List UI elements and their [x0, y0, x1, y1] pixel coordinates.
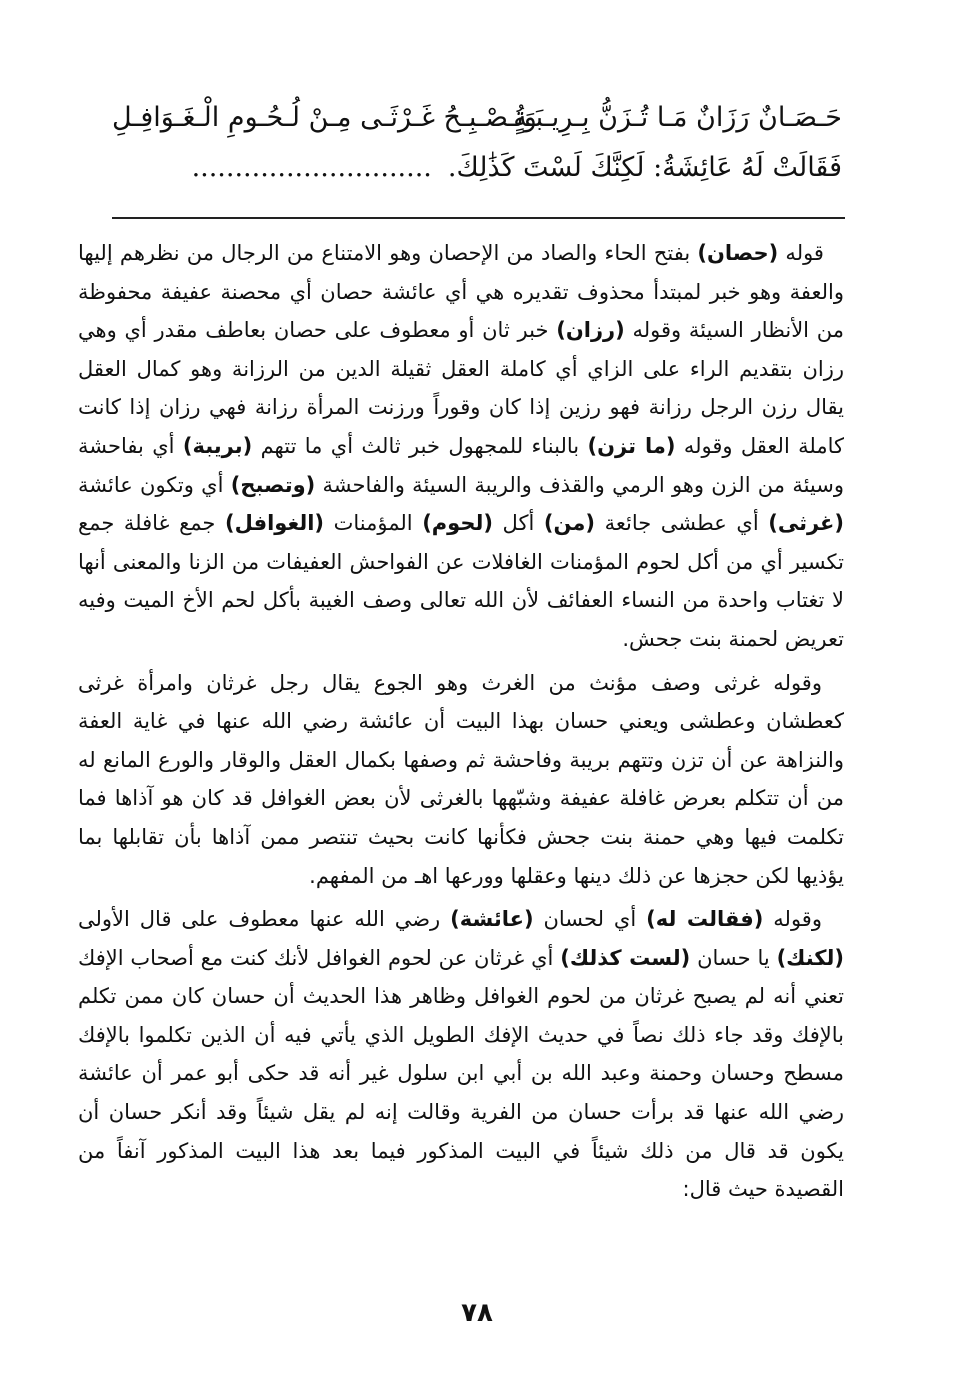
paragraph-text-run: أكل [492, 511, 544, 536]
bold-term: (حصان) [697, 241, 779, 265]
commentary-paragraph-3 [78, 900, 844, 1209]
page-number: ٧٨ [461, 1298, 493, 1328]
bold-term: (لحوم) [422, 511, 493, 536]
footnote-separator-rule [112, 217, 845, 219]
paragraph-text-run: أي وتكون عائشة [78, 472, 231, 497]
paragraph-text-run: المؤمنات [324, 511, 423, 536]
commentary-paragraph-1 [78, 234, 844, 659]
commentary-paragraph-2 [78, 664, 844, 896]
paragraph-text-run: أي بفاحشة وسيئة من الزن وهو الرمي والقذف والريبة السيئة والفاحشة [78, 433, 844, 497]
paragraph-text-run: أي لحسان [533, 907, 647, 932]
bold-term: (الغوافل) [225, 511, 325, 536]
bold-term: (ما تزن) [587, 433, 676, 458]
paragraph-text-run: قوله [778, 241, 824, 265]
paragraph-text-run: وقوله [763, 907, 822, 932]
paragraph-text-run: أي غرثان عن لحوم الغوافل لأنك كنت مع أصحاب الإفك تعني أنه لم يصبح غرثان من لحوم الغوافل وظاهر هذا الحديث أن حسان كان ممن تكلم بالإفك وقد جاء ذلك نصاً في حديث الإفك الطويل الذي يأتي فيه أن الذين تكلموا بالإفك مسطح وحسان وحمنة وعبد الله بن أبي ابن سلول غير أنه قد حكى أبو عمر أن عائشة رضي الله عنها قد برأت حسان من الفرية وقالت إنه لم يقل شيئاً وقد أنكر حسان أن يكون قد قال من ذلك شيئاً في البيت المذكور فيما بعد هذا البيت المذكور آنفاً من القصيدة حيث قال: [78, 945, 844, 1202]
commentary-body [78, 234, 844, 1214]
bold-term: (عائشة) [450, 907, 534, 932]
bold-term: (رزان) [556, 318, 625, 343]
bold-term: (وتصبح) [230, 472, 316, 497]
paragraph-text-run: بفتح الحاء والصاد من الإحصان وهو الامتناع من الرجال من نظرهم إليها والعفة وهو خبر لمبتدأ محذوف تقديره هي أي عائشة حصان أي محصنة عفيفة محفوظة من الأنظار السيئة وقوله [78, 241, 844, 343]
paragraph-text-run: رضي الله عنها معطوف على قال الأولى [78, 907, 451, 932]
paragraph-text-run: بالبناء للمجهول خبر ثالث أي ما تتهم [252, 433, 588, 458]
bold-term: (غرثى) [768, 511, 844, 536]
bold-term: (بريبة) [182, 433, 253, 458]
hadith-narration-line: فَقَالَتْ لَهُ عَائِشَةُ: لَكِنَّكَ لَسْتَ كَذَٰلِكَ. [447, 152, 842, 183]
bold-term: (فقالت له) [646, 907, 764, 932]
paragraph-text-run: خبر ثان أو معطوف على حصان بعاطف مقدر أي وهي رزان بتقديم الراء على الزاي أي كاملة العقل ثقيلة الدين من الرزانة وهو كمال العقل يقال رزن الرجل رزانة فهو رزين إذا كان وقوراً ورزنت المرأة رزانة فهي رزان إذا كانت كاملة العقل وقوله [78, 318, 845, 458]
poem-verse-line-2 [112, 148, 842, 188]
verse-second-hemistich: وَتُـصْـبِـحُ غَـرْثَـى مِـنْ لُـحُـومِ الْـغَـوَافِـلِ [112, 102, 537, 133]
bold-term: (من) [543, 511, 595, 536]
paragraph-text-run: وقوله غرثى وصف مؤنث من الغرث وهو الجوع يقال رجل غرثان وامرأة غرثى كعطشان وعطشى ويعني حسان بهذا البيت أن عائشة رضي الله عنها في غاية العفة والنزاهة عن أن تزن وتتهم بريبة وفاحشة ثم وصفها بكمال العقل والوقار والورع المانع له من أن تتكلم بعرض غافلة عفيفة وشبّهها بالغرثى لأن بعض الغوافل قد كان هو آذاها فما تكلمت فيها وهي حمنة بنت جحش فكأنها كانت بحيث تنتصر ممن آذاها بأن تقابلها بما يؤذيها لكن حجزها عن ذلك دينها وعقلها وورعها اهـ من المفهم. [78, 670, 844, 888]
paragraph-text-run: يا حسان [690, 945, 777, 970]
bold-term: (لست كذلك) [560, 945, 691, 970]
paragraph-text-run: أي عطشى جائعة [595, 511, 769, 536]
continuation-dots: ............................ [191, 152, 432, 183]
verse-first-hemistich: حَـصَـانٌ رَزَانٌ مَـا تُـزَنُّ بِـرِيـبَـةٍ [513, 102, 842, 133]
bold-term: (لكنك) [776, 945, 844, 970]
paragraph-text-run: جمع غافلة جمع تكسير أي من أكل لحوم المؤمنات الغافلات عن الفواحش العفيفات من الزنا والمعنى أنها لا تغتاب واحدة من النساء العفائف لأن الله تعالى وصف الغيبة بأكل لحم الأخ الميت وفيه تعريض لحمنة بنت جحش. [78, 511, 844, 651]
